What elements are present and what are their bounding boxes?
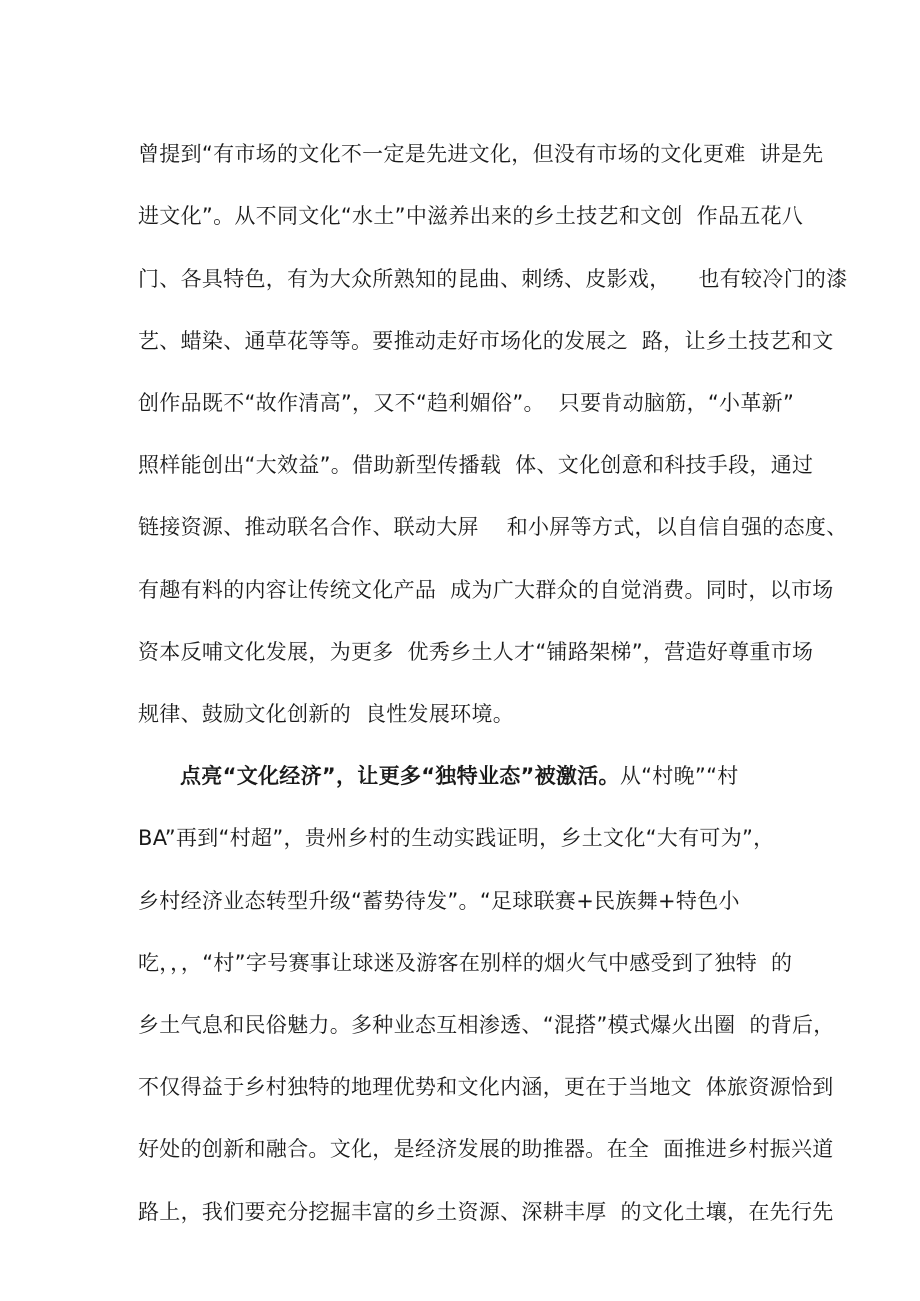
text-line: 规律、鼓励文化创新的 良性发展环境。 — [138, 702, 515, 726]
text-line: 门、各具特色，有为大众所熟知的昆曲、刺绣、皮影戏， 也有较冷门的漆 — [138, 267, 848, 291]
text-line: 不仅得益于乡村独特的地理优势和文化内涵，更在于当地文 体旅资源恰到 — [138, 1075, 834, 1099]
text-line: 路上，我们要充分挖掘丰富的乡土资源、深耕丰厚 的文化土壤，在先行先 — [138, 1200, 834, 1224]
text-line: 照样能创出“大效益”。借助新型传播载 体、文化创意和科技手段，通过 — [138, 453, 814, 477]
paragraph-heading: 点亮“文化经济”，让更多“独特业态”被激活。 — [180, 764, 620, 788]
text-line: 资本反哺文化发展，为更多 优秀乡土人才“铺路架梯”，营造好尊重市场 — [138, 640, 814, 664]
heading-continuation: 从“村晚”“村 — [619, 764, 739, 788]
text-line: 有趣有料的内容让传统文化产品 成为广大群众的自觉消费。同时，以市场 — [138, 578, 834, 602]
text-line: 乡村经济业态转型升级“蓄势待发”。“足球联赛+民族舞+特色小 — [138, 889, 740, 913]
text-line: 进文化”。从不同文化“水土”中滋养出来的乡土技艺和文创 作品五花八 — [138, 204, 804, 228]
text-line: 吃，，，“村”字号赛事让球迷及游客在别样的烟火气中感受到了独特 的 — [138, 951, 793, 975]
text-line: 曾提到“有市场的文化不一定是先进文化，但没有市场的文化更难 讲是先 — [138, 142, 824, 166]
text-line: 艺、蜡染、通草花等等。要推动走好市场化的发展之 路，让乡土技艺和文 — [138, 329, 834, 353]
text-line: 乡土气息和民俗魅力。多种业态互相渗透、“混搭”模式爆火出圈 的背后， — [138, 1013, 835, 1037]
text-line: 好处的创新和融合。文化，是经济发展的助推器。在全 面推进乡村振兴道 — [138, 1137, 834, 1161]
text-line: BA”再到“村超”，贵州乡村的生动实践证明，乡土文化“大有可为”， — [138, 826, 775, 850]
paragraph-heading-line — [180, 761, 739, 791]
text-line: 链接资源、推动联名合作、联动大屏 和小屏等方式，以自信自强的态度、 — [138, 515, 848, 539]
text-line: 创作品既不“故作清高”，又不“趋利媚俗”。 只要肯动脑筋，“小革新” — [138, 391, 795, 415]
